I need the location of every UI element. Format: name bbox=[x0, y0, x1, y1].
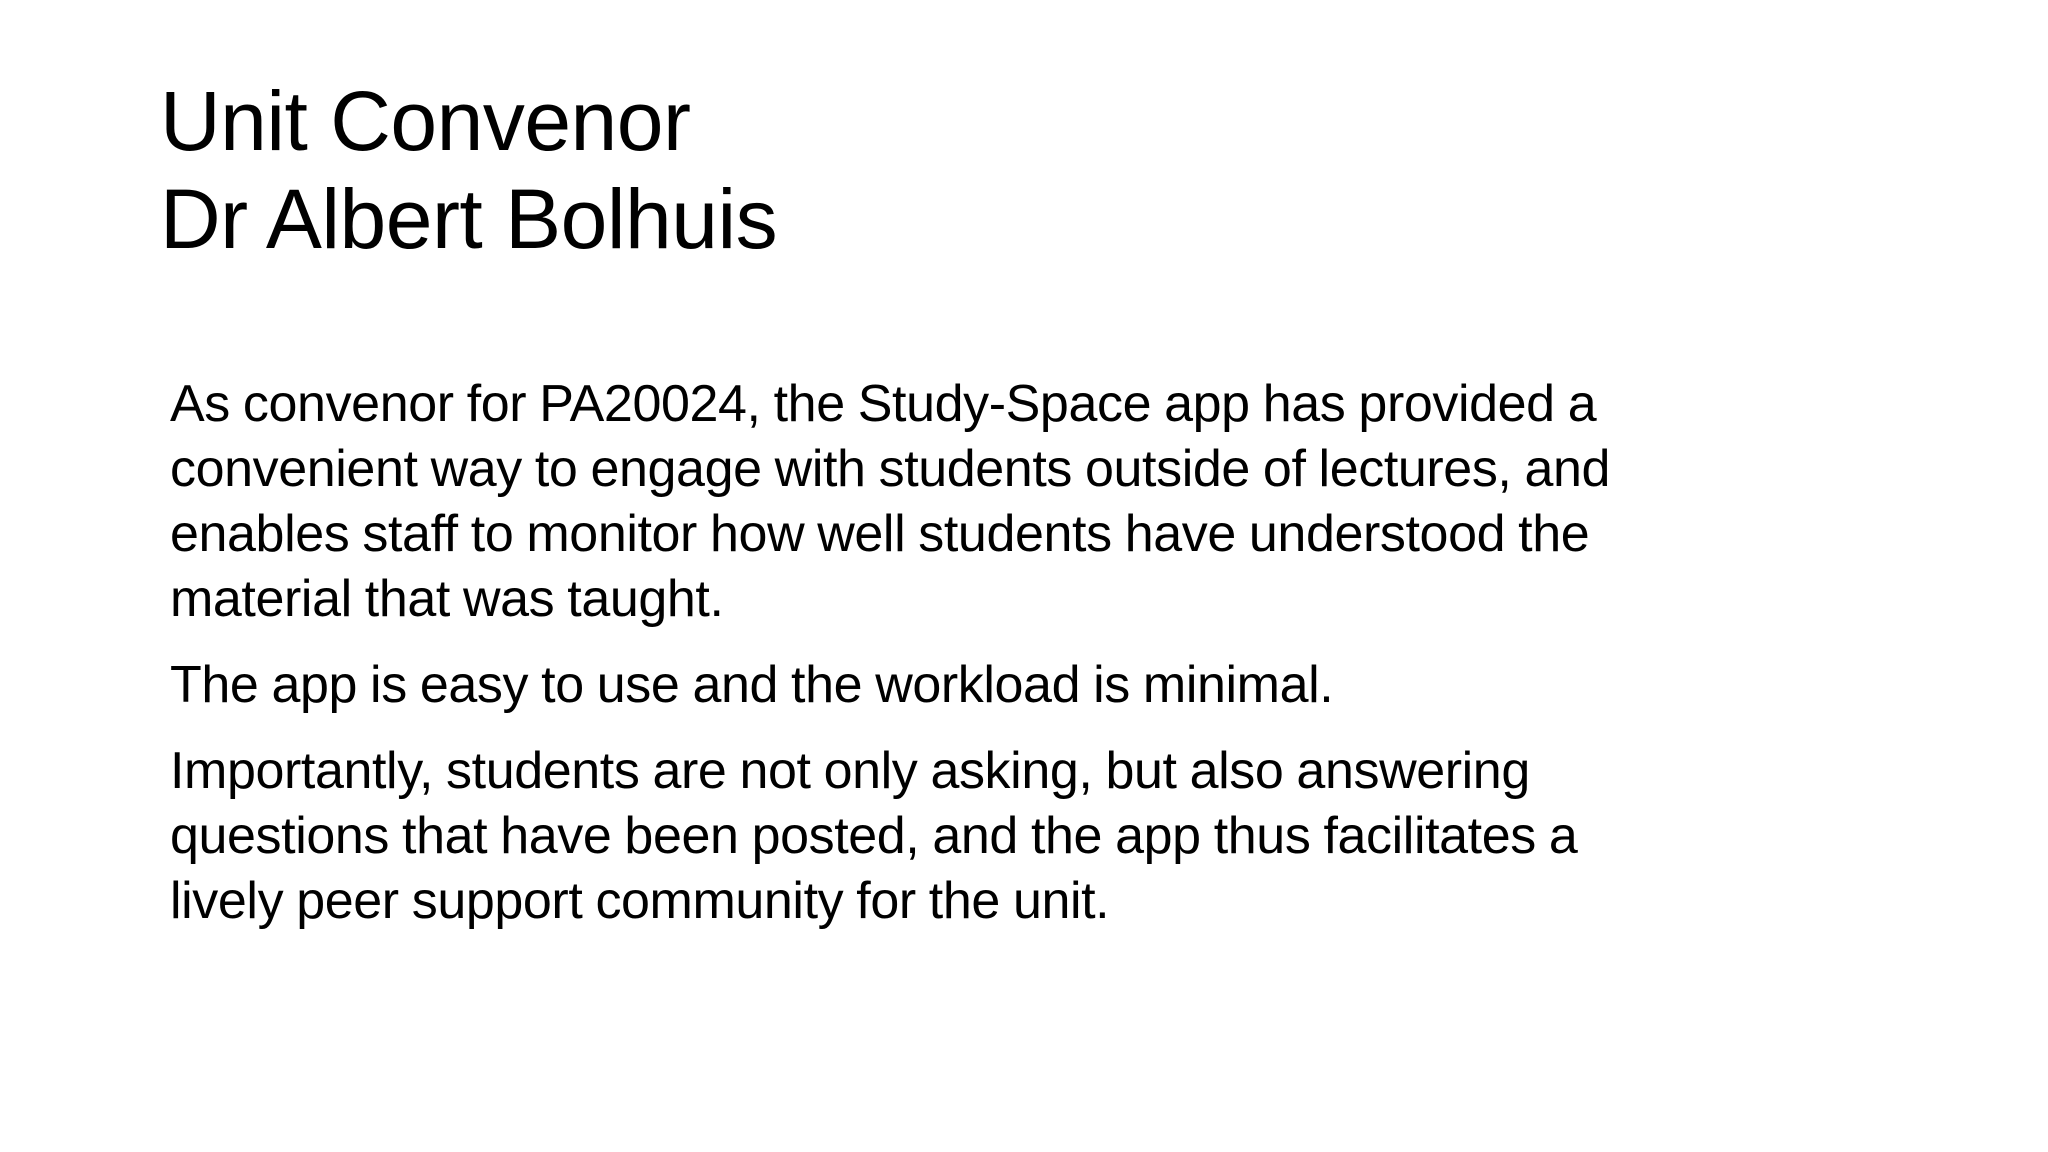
title-line-role: Unit Convenor bbox=[160, 74, 691, 168]
paragraph-line: lively peer support community for the unit. bbox=[170, 872, 1110, 930]
paragraph-line: The app is easy to use and the workload is minimal. bbox=[170, 656, 1334, 714]
paragraph-line: As convenor for PA20024, the Study-Space app has provided a bbox=[170, 375, 1597, 433]
paragraph-convenor-statement bbox=[170, 372, 1870, 632]
paragraph-peer-support bbox=[170, 739, 1870, 934]
title-line-name: Dr Albert Bolhuis bbox=[160, 172, 778, 266]
paragraph-line: convenient way to engage with students outside of lectures, and bbox=[170, 440, 1611, 498]
paragraph-line: questions that have been posted, and the app thus facilitates a bbox=[170, 807, 1578, 865]
paragraph-line: enables staff to monitor how well students have understood the bbox=[170, 505, 1590, 563]
paragraph-line: material that was taught. bbox=[170, 570, 724, 628]
paragraph-line: Importantly, students are not only asking, but also answering bbox=[170, 742, 1530, 800]
slide-body bbox=[170, 372, 1870, 955]
slide-title bbox=[160, 72, 1860, 268]
paragraph-ease-of-use bbox=[170, 653, 1870, 718]
